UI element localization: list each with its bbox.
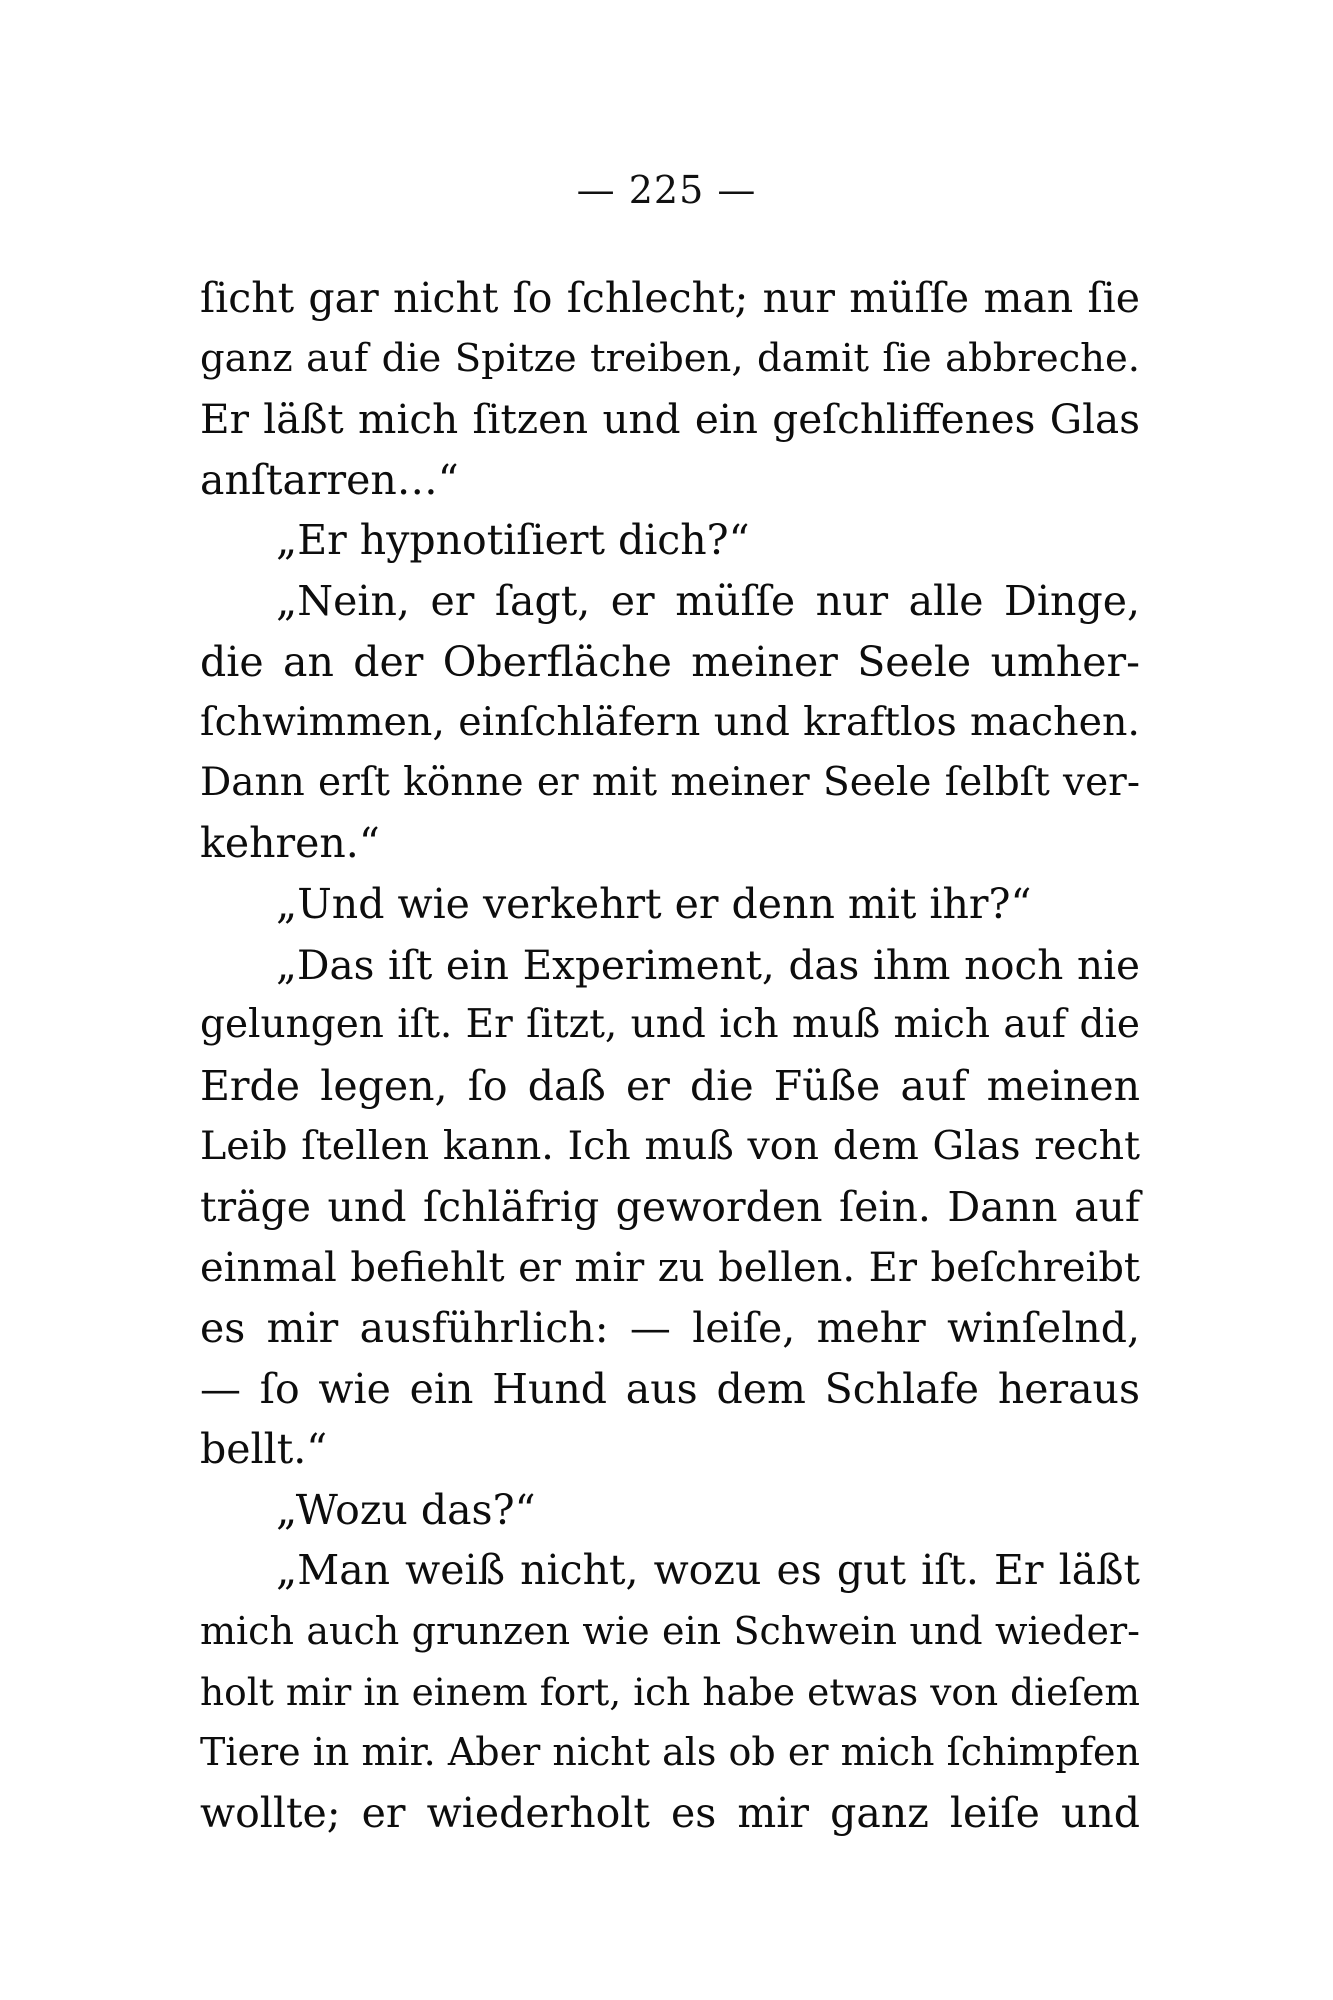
text-line: ſchwimmen, einſchläfern und kraftlos machen. — [200, 699, 1140, 746]
text-line: „Wozu das?“ — [276, 1485, 536, 1534]
text-line: — ſo wie ein Hund aus dem Schlafe heraus — [200, 1364, 1140, 1413]
text-line: wollte; er wiederholt es mir ganz leiſe und — [200, 1788, 1140, 1837]
text-line: „Und wie verkehrt er denn mit ihr?“ — [276, 879, 1032, 928]
text-line: „Nein, er ſagt, er müſſe nur alle Dinge, — [276, 576, 1140, 625]
text-line: bellt.“ — [200, 1425, 328, 1474]
text-line: träge und ſchläfrig geworden ſein. Dann auf — [200, 1182, 1140, 1231]
text-line: ganz auf die Spitze treiben, damit ſie abbreche. — [200, 335, 1140, 381]
text-line: Dann erſt könne er mit meiner Seele ſelbſt ver- — [200, 759, 1140, 805]
text-line: einmal befiehlt er mir zu bellen. Er beſchreibt — [200, 1244, 1140, 1291]
body-text — [200, 268, 1140, 1843]
text-line: Erde legen, ſo daß er die Füße auf meinen — [200, 1061, 1140, 1110]
text-line: es mir ausführlich: — leiſe, mehr winſelnd, — [200, 1304, 1140, 1353]
text-line: Tiere in mir. Aber nicht als ob er mich ſchimpfen — [200, 1730, 1140, 1775]
text-line: Er läßt mich ſitzen und ein geſchliffenes Glas — [200, 395, 1140, 444]
text-line: „Das iſt ein Experiment, das ihm noch nie — [276, 940, 1140, 989]
text-line: ſicht gar nicht ſo ſchlecht; nur müſſe man ſie — [200, 274, 1140, 322]
page-number: — 225 — — [576, 168, 757, 212]
text-line: gelungen iſt. Er ſitzt, und ich muß mich auf die — [200, 1002, 1140, 1048]
text-line: kehren.“ — [200, 819, 380, 868]
text-line: Leib ſtellen kann. Ich muß von dem Glas recht — [200, 1123, 1140, 1170]
text-line: holt mir in einem fort, ich habe etwas von dieſem — [200, 1669, 1140, 1714]
text-line: „Man weiß nicht, wozu es gut iſt. Er läßt — [276, 1546, 1140, 1595]
text-line: mich auch grunzen wie ein Schwein und wieder- — [200, 1609, 1140, 1654]
text-line: die an der Oberfläche meiner Seele umher- — [200, 637, 1140, 686]
text-line: „Er hypnotiſiert dich?“ — [276, 516, 750, 565]
text-line: anſtarren…“ — [200, 455, 459, 504]
